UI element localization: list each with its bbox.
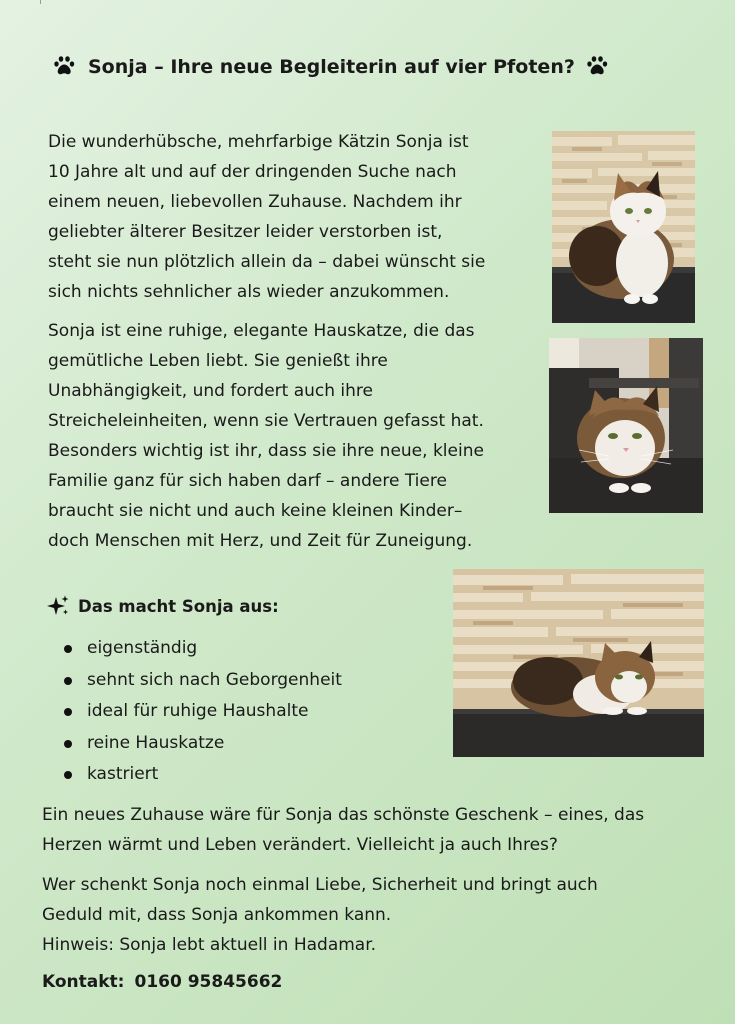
intro-line: sich nichts sehnlicher als wieder anzukommen. <box>48 282 450 302</box>
location-note: Hinweis: Sonja lebt aktuell in Hadamar. <box>42 935 377 955</box>
list-item: sehnt sich nach Geborgenheit <box>64 665 342 697</box>
contact-line <box>42 972 282 992</box>
intro-line: einem neuen, liebevollen Zuhause. Nachdem ihr <box>48 192 462 212</box>
cat-photo-scratching-post <box>549 338 703 513</box>
closing-line: Herzen wärmt und Leben verändert. Vielleicht ja auch Ihres? <box>42 835 558 855</box>
appeal-paragraph <box>42 870 702 960</box>
character-line: Streicheleinheiten, wenn sie Vertrauen gefasst hat. <box>48 411 484 431</box>
character-line: Sonja ist eine ruhige, elegante Hauskatze, die das <box>48 321 475 341</box>
paw-prints-icon <box>52 54 78 80</box>
character-line: Familie ganz für sich haben darf – andere Tiere <box>48 471 447 491</box>
traits-list <box>64 633 342 791</box>
traits-heading <box>46 592 279 620</box>
character-line: gemütliche Leben liebt. Sie genießt ihre <box>48 351 388 371</box>
closing-paragraph <box>42 800 702 860</box>
character-line: Unabhängigkeit, und fordert auch ihre <box>48 381 374 401</box>
intro-line: geliebter älterer Besitzer leider verstorben ist, <box>48 222 443 242</box>
cat-photo-lying <box>453 569 704 757</box>
character-line: doch Menschen mit Herz, und Zeit für Zuneigung. <box>48 531 473 551</box>
crop-mark <box>40 0 41 4</box>
contact-label: Kontakt: <box>42 972 125 992</box>
intro-line: steht sie nun plötzlich allein da – dabei wünscht sie <box>48 252 486 272</box>
intro-line: 10 Jahre alt und auf der dringenden Suche nach <box>48 162 457 182</box>
intro-paragraph <box>48 127 538 307</box>
sparkles-icon <box>46 594 70 618</box>
list-item: ideal für ruhige Haushalte <box>64 696 342 728</box>
character-paragraph <box>48 316 538 556</box>
contact-phone[interactable]: 0160 95845662 <box>134 972 283 992</box>
list-item: reine Hauskatze <box>64 728 342 760</box>
appeal-line: Wer schenkt Sonja noch einmal Liebe, Sicherheit und bringt auch <box>42 875 598 895</box>
cat-photo-sitting <box>552 131 695 323</box>
list-item: eigenständig <box>64 633 342 665</box>
list-item: kastriert <box>64 759 342 791</box>
traits-heading-text: Das macht Sonja aus: <box>78 596 279 616</box>
closing-line: Ein neues Zuhause wäre für Sonja das schönste Geschenk – eines, das <box>42 805 645 825</box>
title-text: Sonja – Ihre neue Begleiterin auf vier Pfoten? <box>88 56 575 78</box>
paw-prints-icon <box>585 54 611 80</box>
intro-line: Die wunderhübsche, mehrfarbige Kätzin Sonja ist <box>48 132 469 152</box>
character-line: Besonders wichtig ist ihr, dass sie ihre neue, kleine <box>48 441 484 461</box>
appeal-line: Geduld mit, dass Sonja ankommen kann. <box>42 905 392 925</box>
page-title <box>52 52 611 82</box>
character-line: braucht sie nicht und auch keine kleinen Kinder– <box>48 501 463 521</box>
